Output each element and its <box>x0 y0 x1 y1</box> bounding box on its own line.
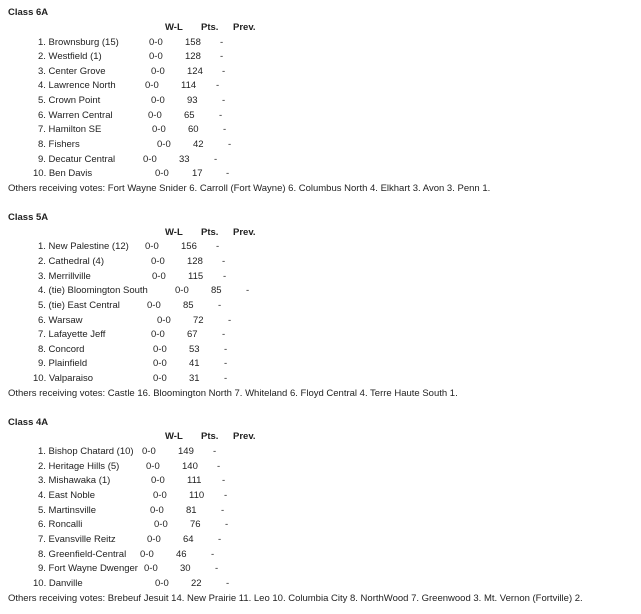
team-prev: - <box>214 154 218 165</box>
header-prev: Prev. <box>233 431 256 442</box>
team-pts: 128 <box>187 256 203 267</box>
team-name: 5. Crown Point <box>38 95 101 106</box>
others-receiving-votes: Others receiving votes: Fort Wayne Snider 6. Carroll (Fort Wayne) 6. Columbus North 4. Elkhart 3. Avon 3. Penn 1. <box>8 183 491 194</box>
team-prev: - <box>222 66 226 77</box>
team-name: 7. Lafayette Jeff <box>38 329 106 340</box>
team-prev: - <box>220 37 224 48</box>
section-title: Class 5A <box>8 212 49 223</box>
team-prev: - <box>224 490 228 501</box>
team-pts: 72 <box>193 315 204 326</box>
team-wl: 0-0 <box>151 475 165 486</box>
team-name: 2. Heritage Hills (5) <box>38 461 120 472</box>
team-name: 9. Plainfield <box>38 358 88 369</box>
team-pts: 156 <box>181 241 197 252</box>
header-pts: Pts. <box>201 22 219 33</box>
team-name: 7. Evansville Reitz <box>38 534 116 545</box>
team-pts: 124 <box>187 66 203 77</box>
team-pts: 149 <box>178 446 194 457</box>
team-name: 4. (tie) Bloomington South <box>38 285 148 296</box>
team-prev: - <box>216 80 220 91</box>
team-wl: 0-0 <box>148 110 162 121</box>
team-prev: - <box>225 519 229 530</box>
team-prev: - <box>220 51 224 62</box>
team-pts: 158 <box>185 37 201 48</box>
team-wl: 0-0 <box>151 329 165 340</box>
team-pts: 93 <box>187 95 198 106</box>
team-wl: 0-0 <box>153 490 167 501</box>
team-prev: - <box>224 373 228 384</box>
team-pts: 60 <box>188 124 199 135</box>
team-wl: 0-0 <box>150 505 164 516</box>
team-prev: - <box>211 549 215 560</box>
team-name: 7. Hamilton SE <box>38 124 102 135</box>
team-pts: 31 <box>189 373 200 384</box>
team-name: 4. Lawrence North <box>38 80 116 91</box>
team-name: 6. Roncalli <box>38 519 83 530</box>
team-wl: 0-0 <box>151 66 165 77</box>
team-name: 3. Merrillville <box>38 271 91 282</box>
team-prev: - <box>226 168 230 179</box>
team-wl: 0-0 <box>147 300 161 311</box>
team-prev: - <box>226 578 230 589</box>
team-name: 1. Bishop Chatard (10) <box>38 446 134 457</box>
team-wl: 0-0 <box>151 95 165 106</box>
team-name: 8. Fishers <box>38 139 80 150</box>
team-prev: - <box>222 95 226 106</box>
team-name: 6. Warsaw <box>38 315 83 326</box>
header-prev: Prev. <box>233 22 256 33</box>
team-name: 3. Center Grove <box>38 66 106 77</box>
team-wl: 0-0 <box>157 315 171 326</box>
team-wl: 0-0 <box>149 37 163 48</box>
team-wl: 0-0 <box>147 534 161 545</box>
section-title: Class 6A <box>8 7 49 18</box>
team-pts: 111 <box>187 475 202 486</box>
team-pts: 85 <box>211 285 222 296</box>
team-wl: 0-0 <box>146 461 160 472</box>
team-pts: 30 <box>180 563 191 574</box>
team-prev: - <box>222 329 226 340</box>
others-receiving-votes: Others receiving votes: Brebeuf Jesuit 14. New Prairie 11. Leo 10. Columbia City 8. NorthWood 7. Greenwood 3. Mt. Vernon (Fortville) 2. <box>8 593 583 604</box>
team-wl: 0-0 <box>175 285 189 296</box>
team-prev: - <box>222 475 226 486</box>
team-name: 10. Valparaiso <box>33 373 94 384</box>
team-pts: 140 <box>182 461 198 472</box>
team-name: 3. Mishawaka (1) <box>38 475 111 486</box>
team-pts: 67 <box>187 329 198 340</box>
team-prev: - <box>228 139 232 150</box>
team-prev: - <box>221 505 225 516</box>
header-wl: W-L <box>165 227 183 238</box>
team-name: 8. Concord <box>38 344 85 355</box>
team-wl: 0-0 <box>155 168 169 179</box>
team-name: 1. Brownsburg (15) <box>38 37 119 48</box>
team-wl: 0-0 <box>143 154 157 165</box>
team-wl: 0-0 <box>153 344 167 355</box>
team-pts: 41 <box>189 358 200 369</box>
team-wl: 0-0 <box>153 373 167 384</box>
team-wl: 0-0 <box>145 241 159 252</box>
team-pts: 76 <box>190 519 201 530</box>
team-prev: - <box>219 110 223 121</box>
team-wl: 0-0 <box>153 358 167 369</box>
team-name: 6. Warren Central <box>38 110 113 121</box>
team-pts: 64 <box>183 534 194 545</box>
team-pts: 46 <box>176 549 187 560</box>
team-wl: 0-0 <box>149 51 163 62</box>
team-pts: 65 <box>184 110 195 121</box>
team-pts: 42 <box>193 139 204 150</box>
team-name: 2. Westfield (1) <box>38 51 102 62</box>
team-name: 1. New Palestine (12) <box>38 241 129 252</box>
team-pts: 110 <box>189 490 205 501</box>
team-wl: 0-0 <box>154 519 168 530</box>
team-wl: 0-0 <box>157 139 171 150</box>
team-wl: 0-0 <box>152 124 166 135</box>
team-prev: - <box>228 315 232 326</box>
team-prev: - <box>223 271 227 282</box>
team-name: 2. Cathedral (4) <box>38 256 105 267</box>
section-title: Class 4A <box>8 417 49 428</box>
others-receiving-votes: Others receiving votes: Castle 16. Bloomington North 7. Whiteland 6. Floyd Central 4. Terre Haute South 1. <box>8 388 458 399</box>
team-name: 10. Ben Davis <box>33 168 93 179</box>
header-pts: Pts. <box>201 227 219 238</box>
team-prev: - <box>246 285 250 296</box>
header-prev: Prev. <box>233 227 256 238</box>
team-prev: - <box>215 563 219 574</box>
team-wl: 0-0 <box>155 578 169 589</box>
team-prev: - <box>217 461 221 472</box>
team-prev: - <box>222 256 226 267</box>
team-name: 5. (tie) East Central <box>38 300 120 311</box>
team-prev: - <box>218 300 222 311</box>
team-prev: - <box>224 358 228 369</box>
team-pts: 17 <box>192 168 203 179</box>
team-pts: 85 <box>183 300 194 311</box>
team-name: 5. Martinsville <box>38 505 97 516</box>
team-pts: 114 <box>181 80 197 91</box>
team-prev: - <box>223 124 227 135</box>
team-pts: 22 <box>191 578 202 589</box>
team-name: 9. Fort Wayne Dwenger <box>38 563 138 574</box>
team-name: 8. Greenfield-Central <box>38 549 127 560</box>
team-name: 10. Danville <box>33 578 83 589</box>
team-wl: 0-0 <box>151 256 165 267</box>
team-wl: 0-0 <box>145 80 159 91</box>
team-wl: 0-0 <box>140 549 154 560</box>
header-wl: W-L <box>165 431 183 442</box>
team-pts: 81 <box>186 505 197 516</box>
team-wl: 0-0 <box>144 563 158 574</box>
team-name: 9. Decatur Central <box>38 154 116 165</box>
team-prev: - <box>218 534 222 545</box>
team-prev: - <box>213 446 217 457</box>
team-pts: 53 <box>189 344 200 355</box>
team-pts: 33 <box>179 154 190 165</box>
header-pts: Pts. <box>201 431 219 442</box>
header-wl: W-L <box>165 22 183 33</box>
team-wl: 0-0 <box>142 446 156 457</box>
team-prev: - <box>216 241 220 252</box>
team-name: 4. East Noble <box>38 490 96 501</box>
team-pts: 115 <box>188 271 204 282</box>
team-pts: 128 <box>185 51 201 62</box>
team-prev: - <box>224 344 228 355</box>
team-wl: 0-0 <box>152 271 166 282</box>
